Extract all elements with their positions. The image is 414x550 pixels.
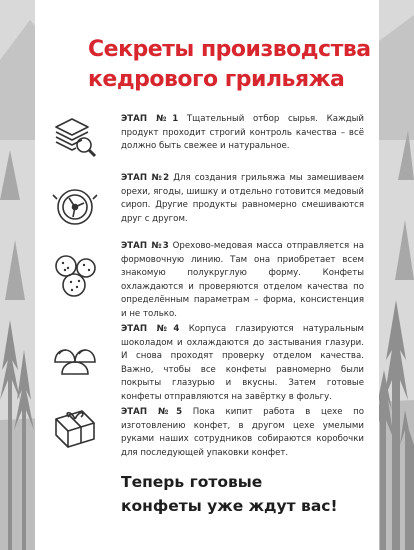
step-4 <box>121 323 364 404</box>
step-3-label: ЭТАП №3 <box>121 241 169 251</box>
cta-line-2: конфеты уже ждут вас! <box>121 497 338 515</box>
gift-box-icon <box>52 403 98 449</box>
step-2 <box>121 172 364 226</box>
step-1-text: Тщательный отбор сырья. Каждый продукт проходит строгий контроль качества – всё должно быть свежее и натуральное. <box>121 114 365 151</box>
step-3-text: Орехово-медовая масса отправляется на формовочную линию. Там она приобретает всем знакомую полукруглую форму. Конфеты охлаждаются и проверяются отделом качества по определённым параметрам – форма, консистенция и не только. <box>121 241 364 319</box>
step-4-text: Корпуса глазируются натуральным шоколадом и охлаждаются до застывания глазури. И снова проходят проверку отделом качества. Важно, чтобы все конфеты равномерно были покрыты глазурью и вкусны. Затем готовые конфеты отправляются на завёртку в фольгу. <box>121 324 364 402</box>
step-5 <box>121 406 364 460</box>
step-1 <box>121 113 364 154</box>
cta-line-1: Теперь готовые <box>121 473 263 491</box>
title-line-1: Секреты производства <box>88 37 371 62</box>
title-line-2: кедрового грильяжа <box>88 67 345 92</box>
page-title <box>88 35 378 95</box>
step-5-label: ЭТАП №5 <box>121 407 183 417</box>
step-5-text: Пока кипит работа в цехе по изготовлению конфет, в другом цехе умелыми руками наших сотрудников собираются коробочки для последующей упаковки конфет. <box>121 407 365 458</box>
nuts-magnifier-icon <box>52 113 98 159</box>
mixer-bowl-icon <box>52 183 98 229</box>
step-4-label: ЭТАП №4 <box>121 324 180 334</box>
call-to-action <box>121 470 361 518</box>
step-1-label: ЭТАП №1 <box>121 114 179 124</box>
step-2-label: ЭТАП №2 <box>121 173 170 183</box>
glazed-candies-icon <box>52 332 98 378</box>
round-candies-icon <box>52 252 98 298</box>
step-2-text: Для создания грильяжа мы замешиваем орехи, ягоды, шишку и отдельно готовится медовый сироп. Другие продукты равномерно смешиваются друг с другом. <box>121 173 365 224</box>
step-3 <box>121 240 364 321</box>
